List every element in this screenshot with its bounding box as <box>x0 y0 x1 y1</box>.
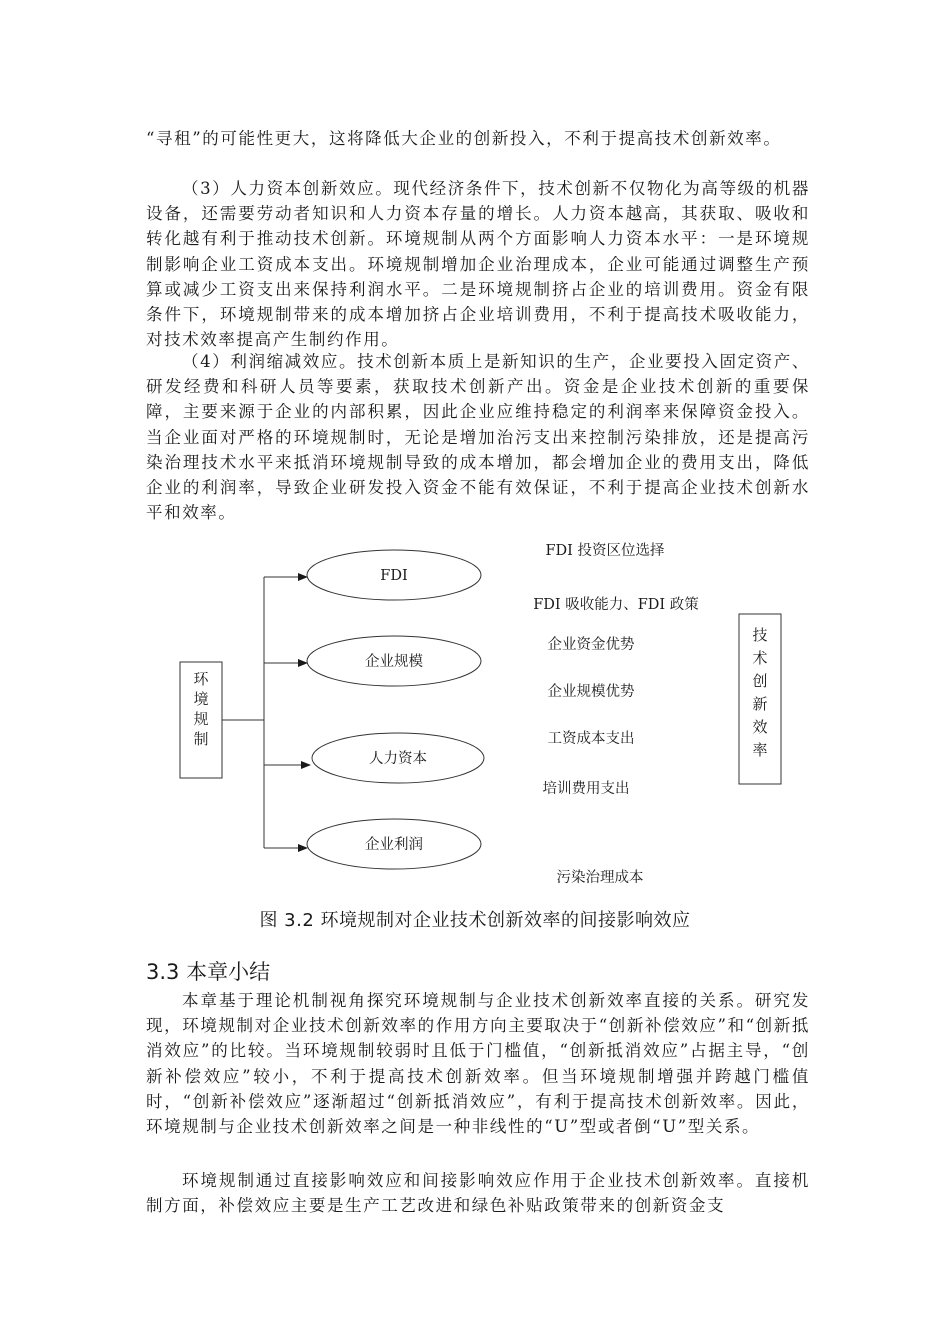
source-char: 制 <box>193 730 209 748</box>
target-char: 效 <box>752 718 768 736</box>
paragraph-chapter-summary: 本章基于理论机制视角探究环境规制与企业技术创新效率直接的关系。研究发现，环境规制对企业技术创新效率的作用方向主要取决于“创新补偿效应”和“创新抵消效应”的比较。当环境规制较弱时且低于门槛值，“创新抵消效应”占据主导，“创新补偿效应”较小，不利于提高技术创新效率。但当环境规制增强并跨越门槛值时，“创新补偿效应”逐渐超过“创新抵消效应”，有利于提高技术创新效率。因此，环境规制与企业技术创新效率之间是一种非线性的“U”型或者倒“U”型关系。 <box>146 991 810 1137</box>
source-char: 境 <box>193 690 209 708</box>
channel-label-fdi: FDI <box>380 568 408 584</box>
mechanism-diagram <box>0 530 950 900</box>
path-label: 培训费用支出 <box>542 781 630 797</box>
target-char: 新 <box>752 695 768 713</box>
path-label: 企业资金优势 <box>547 637 635 653</box>
path-label: FDI 投资区位选择 <box>545 543 665 559</box>
target-char: 创 <box>752 672 768 690</box>
channel-label-firm-size: 企业规模 <box>365 654 423 670</box>
channel-label-profit: 企业利润 <box>365 837 423 853</box>
path-label: 污染治理成本 <box>556 870 644 886</box>
source-char: 规 <box>193 710 209 728</box>
path-label: 企业规模优势 <box>547 684 635 700</box>
paragraph-direct-indirect-effects: 环境规制通过直接影响效应和间接影响效应作用于企业技术创新效率。直接机制方面，补偿效应主要是生产工艺改进和绿色补贴政策带来的创新资金支 <box>146 1171 810 1216</box>
paragraph-human-capital-effect: （3）人力资本创新效应。现代经济条件下，技术创新不仅物化为高等级的机器设备，还需要劳动者知识和人力资本存量的增长。人力资本越高，其获取、吸收和转化越有利于推动技术创新。环境规制从两个方面影响人力资本水平：一是环境规制影响企业工资成本支出。环境规制增加企业治理成本，企业可能通过调整生产预算或减少工资支出来保持利润水平。二是环境规制挤占企业的培训费用。资金有限条件下，环境规制带来的成本增加挤占企业培训费用，不利于提高技术吸收能力，对技术效率提高产生制约作用。 <box>146 179 810 350</box>
source-char: 环 <box>193 670 209 688</box>
target-char: 术 <box>752 649 768 667</box>
figure-caption: 图 3.2 环境规制对企业技术创新效率的间接影响效应 <box>259 910 691 931</box>
paragraph-rent-seeking: “寻租”的可能性更大，这将降低大企业的创新投入，不利于提高技术创新效率。 <box>146 129 782 148</box>
paragraph-profit-reduction-effect: （4）利润缩减效应。技术创新本质上是新知识的生产，企业要投入固定资产、研发经费和科研人员等要素，获取技术创新产出。资金是企业技术创新的重要保障，主要来源于企业的内部积累，因此企业应维持稳定的利润率来保障资金投入。当企业面对严格的环境规制时，无论是增加治污支出来控制污染排放，还是提高污染治理技术水平来抵消环境规制导致的成本增加，都会增加企业的费用支出，降低企业的利润率，导致企业研发投入资金不能有效保证，不利于提高企业技术创新水平和效率。 <box>146 352 810 523</box>
section-heading: 3.3 本章小结 <box>146 960 271 984</box>
channel-label-human-capital: 人力资本 <box>369 751 427 767</box>
path-label: 工资成本支出 <box>547 731 635 747</box>
target-char: 技 <box>752 626 768 644</box>
path-label: FDI 吸收能力、FDI 政策 <box>533 597 699 613</box>
target-char: 率 <box>752 741 768 759</box>
